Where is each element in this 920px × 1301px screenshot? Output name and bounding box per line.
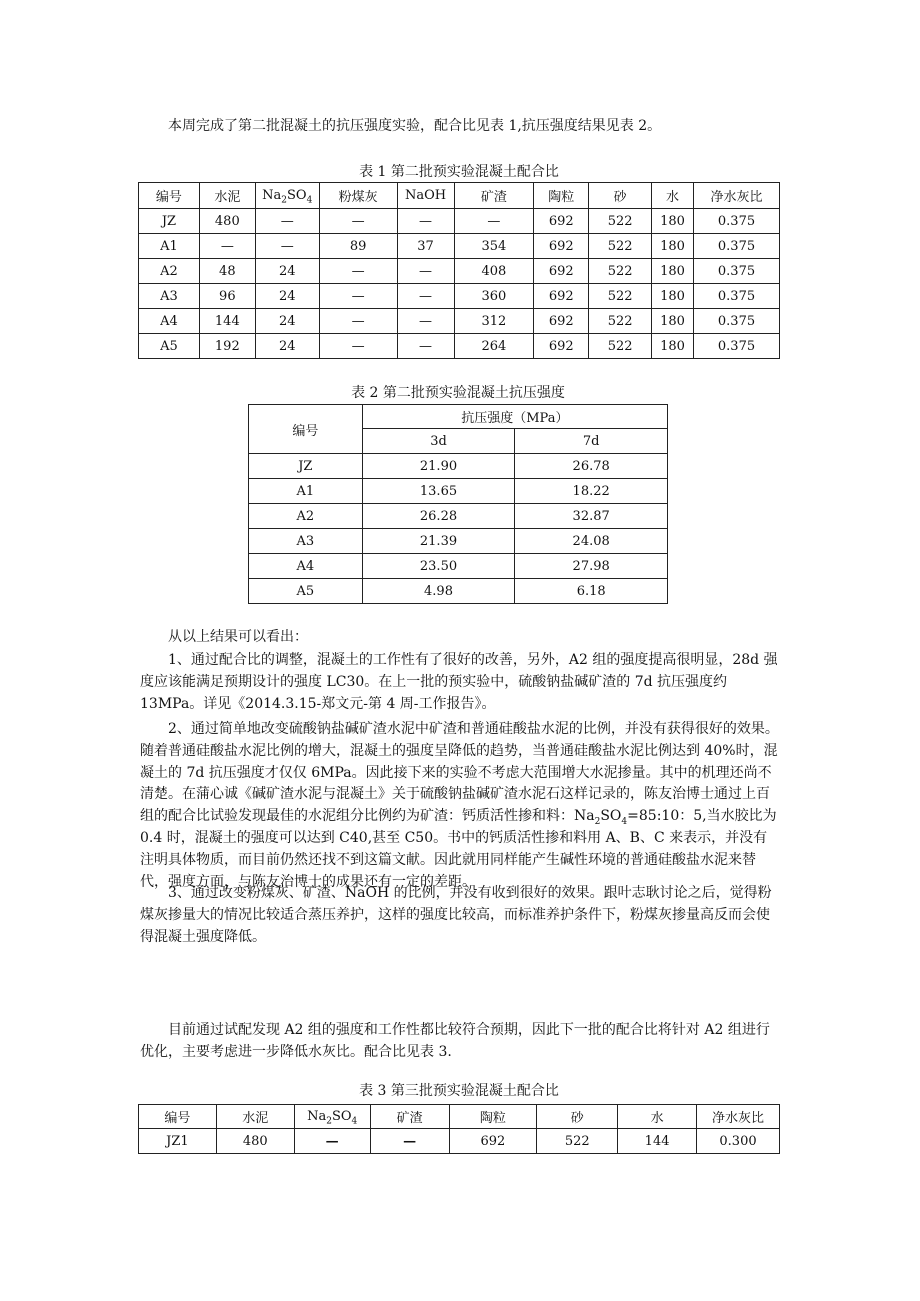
table1-cell: 354 [454, 234, 534, 259]
table1-cell: 0.375 [694, 259, 780, 284]
conclusion-paragraph: 目前通过试配发现 A2 组的强度和工作性都比较符合预期，因此下一批的配合比将针对 A2 组进行优化，主要考虑进一步降低水灰比。配合比见表 3. [140, 1022, 770, 1060]
table3-header-cell: 砂 [537, 1105, 618, 1129]
table1-cell: — [199, 234, 255, 259]
table-row [249, 479, 668, 504]
table1-cell: 180 [652, 284, 694, 309]
table3-cell: 692 [449, 1129, 537, 1154]
table2-cell: JZ [249, 454, 363, 479]
table1-header-cell: 净水灰比 [694, 183, 780, 209]
table1-cell: 0.375 [694, 334, 780, 359]
table1-cell: 24 [255, 334, 319, 359]
table-row [139, 309, 780, 334]
table1-header-cell: 水 [652, 183, 694, 209]
table1-cell: 692 [534, 284, 589, 309]
table1-cell: A2 [139, 259, 200, 284]
table1-cell: 180 [652, 334, 694, 359]
table2-sub-header-3d: 3d [362, 429, 515, 454]
table2-cell: A2 [249, 504, 363, 529]
table1-cell: — [319, 309, 397, 334]
table3-cell: 522 [537, 1129, 618, 1154]
table1-header-cell: NaOH [397, 183, 454, 209]
table1-cell: A5 [139, 334, 200, 359]
table1-cell: 522 [589, 309, 652, 334]
table2-cell: 24.08 [515, 529, 668, 554]
table1-cell: 180 [652, 259, 694, 284]
table1-cell: 89 [319, 234, 397, 259]
table2-cell: A4 [249, 554, 363, 579]
table-row [249, 504, 668, 529]
table1-cell: A1 [139, 234, 200, 259]
table3-cell: — [294, 1129, 370, 1154]
table1-cell: 0.375 [694, 234, 780, 259]
table-row [139, 209, 780, 234]
table2-cell: 4.98 [362, 579, 515, 604]
table1-header-cell: 陶粒 [534, 183, 589, 209]
table1-cell: — [397, 209, 454, 234]
table2-cell: 26.28 [362, 504, 515, 529]
table2-group-header: 抗压强度（MPa） [362, 405, 667, 429]
table1-cell: 264 [454, 334, 534, 359]
table1-header-cell: 水泥 [199, 183, 255, 209]
table1-cell: JZ [139, 209, 200, 234]
table1-cell: — [397, 284, 454, 309]
table1-header-cell: 矿渣 [454, 183, 534, 209]
table2-caption: 表 2 第二批预实验混凝土抗压强度 [351, 385, 565, 401]
table-row [139, 284, 780, 309]
table1-cell: 180 [652, 234, 694, 259]
table2-cell: 27.98 [515, 554, 668, 579]
table2-cell: 13.65 [362, 479, 515, 504]
table1-cell: 180 [652, 209, 694, 234]
table2-cell: 18.22 [515, 479, 668, 504]
table3-cell: JZ1 [139, 1129, 217, 1154]
table1-mix-proportions [138, 182, 780, 359]
table1-cell: 692 [534, 259, 589, 284]
table-row [249, 529, 668, 554]
table1-cell: 692 [534, 334, 589, 359]
table1-cell: 692 [534, 209, 589, 234]
table1-cell: 522 [589, 234, 652, 259]
analysis-lead: 从以上结果可以看出： [168, 629, 308, 645]
table2-cell: 32.87 [515, 504, 668, 529]
table-row [139, 259, 780, 284]
table1-cell: — [319, 259, 397, 284]
analysis-point-2: 2、通过简单地改变硫酸钠盐碱矿渣水泥中矿渣和普通硅酸盐水泥的比例，并没有获得很好的效果。随着普通硅酸盐水泥比例的增大，混凝土的强度呈降低的趋势，当普通硅酸盐水泥比例达到 40%时，混凝土的 7d 抗压强度才仅仅 6MPa。因此接下来的实验不考虑大范围增大水泥掺量。其中的机理还尚不清楚。在蒲心诚《碱矿渣水泥与混凝土》关于硫酸钠盐碱矿渣水泥石这样记录的，陈友治博士通过上百组的配合比试验发现最佳的水泥组分比例约为矿渣：钙质活性掺和料：$Na_2SO_4=85:10$：5,当水胶比为 0.4 时，混凝土的强度可以达到 C40,甚至 C50。书中的钙质活性掺和料用 A、B、C 来表示，并没有注明具体物质，而目前仍然还找不到这篇文献。因此就用同样能产生碱性环境的普通硅酸盐水泥来替代，强度方面，与陈友治博士的成果还有一定的差距。 [140, 721, 779, 890]
table3-cell: — [370, 1129, 449, 1154]
table1-cell: 522 [589, 284, 652, 309]
table1-cell: 180 [652, 309, 694, 334]
analysis-point-3: 3、通过改变粉煤灰、矿渣、NaOH 的比例，并没有收到很好的效果。跟叶志耿讨论之后，觉得粉煤灰掺量大的情况比较适合蒸压养护，这样的强度比较高，而标准养护条件下，粉煤灰掺量高反而会使得混凝土强度降低。 [140, 885, 772, 945]
table1-cell: 0.375 [694, 309, 780, 334]
table1-cell: 24 [255, 309, 319, 334]
table-row [139, 234, 780, 259]
table1-cell: 0.375 [694, 209, 780, 234]
intro-paragraph: 本周完成了第二批混凝土的抗压强度实验，配合比见表 1,抗压强度结果见表 2。 [168, 118, 662, 134]
table1-cell: 408 [454, 259, 534, 284]
table3-header-cell: 编号 [139, 1105, 217, 1129]
table2-compressive-strength [248, 404, 668, 604]
table2-cell: 6.18 [515, 579, 668, 604]
table1-cell: 48 [199, 259, 255, 284]
table1-cell: 96 [199, 284, 255, 309]
table1-cell: — [255, 209, 319, 234]
table1-cell: 37 [397, 234, 454, 259]
analysis-point-1: 1、通过配合比的调整，混凝土的工作性有了很好的改善，另外，A2 组的强度提高很明显，28d 强度应该能满足预期设计的强度 LC30。在上一批的预实验中，硫酸钠盐碱矿渣的 7d 抗压强度约 13MPa。详见《2014.3.15-郑文元-第 4 周-工作报告》。 [140, 652, 778, 712]
table3-caption: 表 3 第三批预实验混凝土配合比 [359, 1083, 559, 1099]
table2-sub-header-7d: 7d [515, 429, 668, 454]
table-row [249, 579, 668, 604]
table3-mix-proportions [138, 1104, 780, 1154]
table1-cell: 522 [589, 209, 652, 234]
table1-cell: A3 [139, 284, 200, 309]
table1-cell: 24 [255, 284, 319, 309]
table1-header-cell: $Na_2SO_4$ [255, 183, 319, 209]
table3-header-cell: $Na_2SO_4$ [294, 1105, 370, 1129]
table1-cell: 480 [199, 209, 255, 234]
table3-cell: 480 [216, 1129, 294, 1154]
table2-id-header: 编号 [249, 405, 363, 454]
table1-cell: — [397, 334, 454, 359]
table1-cell: 522 [589, 334, 652, 359]
table1-cell: 24 [255, 259, 319, 284]
table1-cell: — [319, 334, 397, 359]
table3-header-cell: 矿渣 [370, 1105, 449, 1129]
table3-header-cell: 水泥 [216, 1105, 294, 1129]
table1-cell: 0.375 [694, 284, 780, 309]
table3-header-cell: 水 [618, 1105, 697, 1129]
table3-header-cell: 陶粒 [449, 1105, 537, 1129]
table-row [249, 554, 668, 579]
table3-cell: 0.300 [697, 1129, 780, 1154]
table2-cell: 26.78 [515, 454, 668, 479]
table1-cell: A4 [139, 309, 200, 334]
table1-header-cell: 编号 [139, 183, 200, 209]
table1-caption: 表 1 第二批预实验混凝土配合比 [359, 164, 559, 180]
table1-header-cell: 粉煤灰 [319, 183, 397, 209]
table1-cell: — [454, 209, 534, 234]
table1-cell: — [319, 284, 397, 309]
table1-cell: — [319, 209, 397, 234]
table1-cell: — [397, 259, 454, 284]
table2-cell: A5 [249, 579, 363, 604]
table3-header-cell: 净水灰比 [697, 1105, 780, 1129]
table1-cell: 692 [534, 309, 589, 334]
table2-cell: 23.50 [362, 554, 515, 579]
table1-cell: 692 [534, 234, 589, 259]
table-row [249, 454, 668, 479]
table2-cell: 21.90 [362, 454, 515, 479]
table-row [139, 1129, 780, 1154]
table1-cell: — [255, 234, 319, 259]
table1-cell: 522 [589, 259, 652, 284]
table1-header-cell: 砂 [589, 183, 652, 209]
table3-cell: 144 [618, 1129, 697, 1154]
table2-cell: A1 [249, 479, 363, 504]
table2-cell: A3 [249, 529, 363, 554]
table1-cell: 312 [454, 309, 534, 334]
table1-cell: 192 [199, 334, 255, 359]
table1-cell: 360 [454, 284, 534, 309]
table1-cell: — [397, 309, 454, 334]
table2-cell: 21.39 [362, 529, 515, 554]
table-row [139, 334, 780, 359]
table1-cell: 144 [199, 309, 255, 334]
